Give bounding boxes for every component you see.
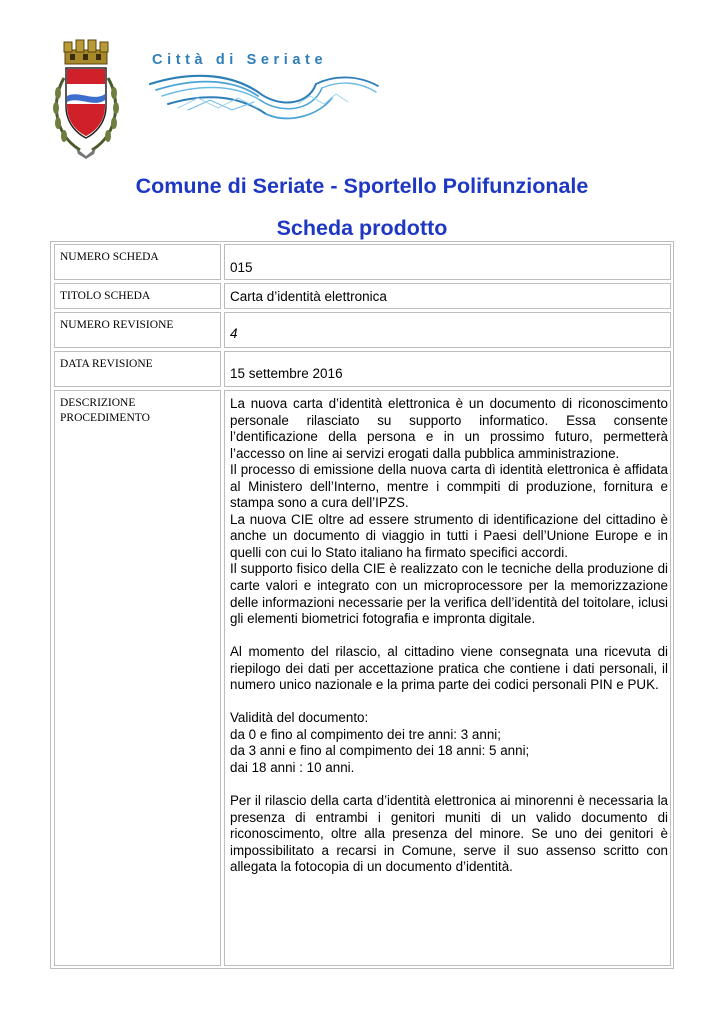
page-title: Comune di Seriate - Sportello Polifunzionale [135,174,589,198]
description-paragraph: Al momento del rilascio, al cittadino viene consegnata una ricevuta di riepilogo dei dati per accettazione pratica che contiene i dati personali, il numero unico nazionale e la prima parte dei codici personali PIN e PUK. [230,644,668,693]
label-descrizione-procedimento: DESCRIZIONE PROCEDIMENTO [60,397,150,424]
description-paragraph: Il supporto fisico della CIE è realizzato con le tecniche della produzione di carte valori e integrato con un microprocessore per la memorizzazione delle informazioni necessarie per la verifica dell’identità del toitolare, iclusi gli elementi biometrici fotografia e impronta digitale. [230,561,668,627]
label-cell-descrizione [54,390,221,966]
value-cell-titolo-scheda [224,283,671,309]
city-logo [148,48,380,124]
description-paragraph: Il processo di emissione della nuova carta dì identità elettronica è affidata al Ministero dell’Interno, mentre i commpiti di produzione, fornitura e stampa sono a cura dell’IPZS. [230,462,668,511]
value-titolo-scheda: Carta d’identità elettronica [230,289,387,304]
value-cell-numero-scheda [224,244,671,280]
label-titolo-scheda: TITOLO SCHEDA [60,290,151,302]
validity-line: da 0 e fino al compimento dei tre anni: 3 anni; [230,726,501,742]
label-numero-scheda: NUMERO SCHEDA [60,251,159,263]
value-numero-revisione: 4 [230,326,238,341]
label-cell-data-revisione [54,351,221,387]
validity-line: dai 18 anni : 10 anni. [230,760,355,776]
description-paragraph: La nuova carta d’identità elettronica è un documento di riconoscimento personale rilasciato su supporto informatico. Essa consente l’dentificazione della persona e in un prossimo futuro, permetterà l’accesso on line ai servizi erogati dalla pubblica amministrazione. [230,396,668,461]
label-numero-revisione: NUMERO REVISIONE [60,319,174,331]
label-data-revisione: DATA REVISIONE [60,358,153,370]
value-numero-scheda: 015 [230,260,253,275]
page-subtitle: Scheda prodotto [276,216,448,240]
validity-heading: Validità del documento: [230,710,369,726]
logo-text: Città di Seriate [152,52,328,68]
description-text [230,396,668,876]
label-cell-numero-revisione [54,312,221,348]
value-data-revisione: 15 settembre 2016 [230,366,343,381]
value-cell-data-revisione [224,351,671,387]
description-paragraph: Per il rilascio della carta d’identità elettronica ai minorenni è necessaria la presenza di entrambi i genitori muniti di un valido documento di riconoscimento, oltre alla presenza del minore. Se uno dei genitori è impossibilitato a recarsi in Comune, serve il suo assenso scritto con allegata la fotocopia di un documento d’identità. [230,793,668,875]
city-logo-wave-icon [148,70,380,124]
label-cell-titolo-scheda [54,283,221,309]
city-crest-icon [50,38,122,160]
validity-line: da 3 anni e fino al compimento dei 18 anni: 5 anni; [230,743,530,759]
value-cell-numero-revisione [224,312,671,348]
description-paragraph: La nuova CIE oltre ad essere strumento di identificazione del cittadino è anche un documento di viaggio in tutti i Paesi dell’Unione Europe e in quelli con cui lo Stato italiano ha firmato specifici accordi. [230,511,668,560]
value-cell-descrizione [224,390,671,966]
product-sheet-table [50,241,674,969]
label-cell-numero-scheda [54,244,221,280]
